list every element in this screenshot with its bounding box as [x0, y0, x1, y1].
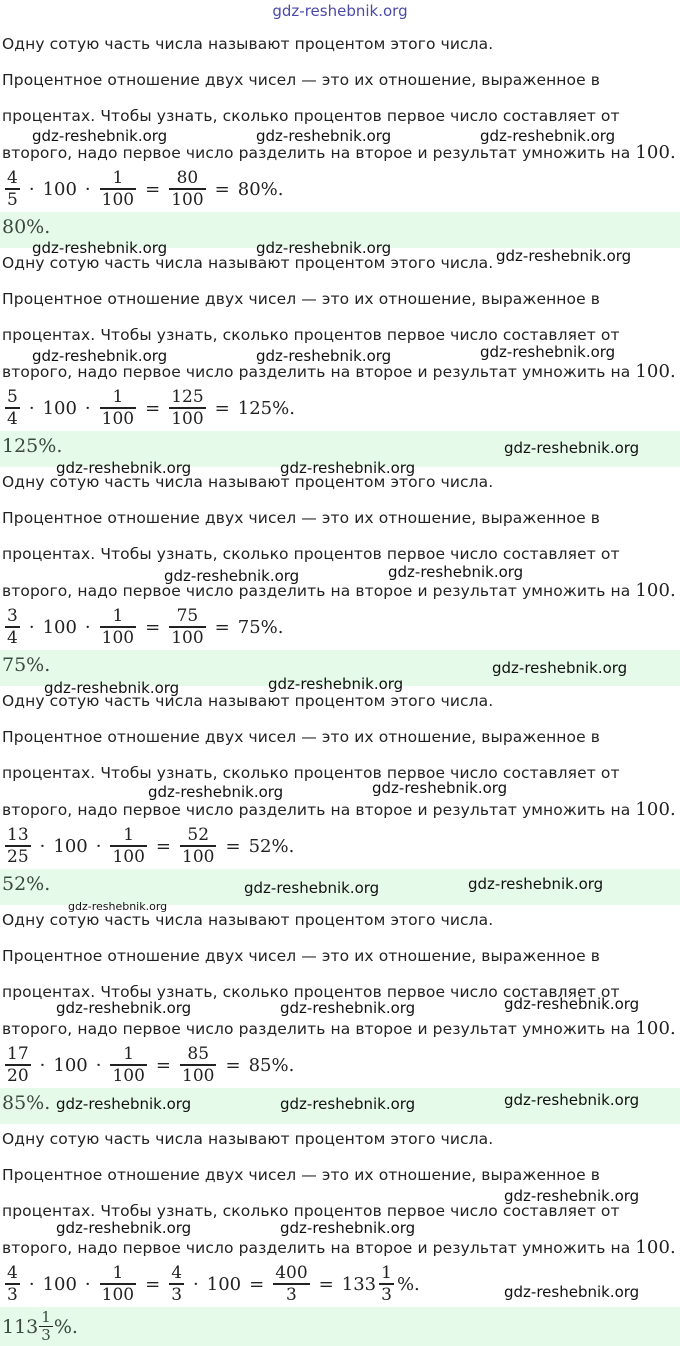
fraction: $\frac{85}{100}$: [182, 1044, 215, 1086]
watermark: gdz-reshebnik.org: [268, 675, 404, 693]
theory-line-2: Процентное отношение двух чисел — это их отношение, выраженное в: [2, 947, 601, 965]
fraction: $\frac{1}{100}$: [101, 387, 135, 429]
theory-line-3: процентах. Чтобы узнать, сколько процентов первое число составляет от: [2, 983, 620, 1001]
formula-result: 80%.: [237, 178, 284, 200]
answer-text: 52%.: [2, 873, 51, 895]
theory-line-4: второго, надо первое число разделить на второе и результат умножить на 100.: [2, 142, 676, 163]
site-watermark-header: gdz-reshebnik.org: [272, 2, 408, 20]
answer-text: 80%.: [2, 216, 51, 238]
formula: $\frac{3}{4}$ · 100 · $\frac{1}{100}$ = $\frac{75}{100}$ = 75%.: [7, 606, 284, 648]
watermark: gdz-reshebnik.org: [280, 459, 416, 477]
formula-result: 125%.: [237, 397, 295, 419]
watermark: gdz-reshebnik.org: [504, 1283, 640, 1301]
watermark: gdz-reshebnik.org: [244, 879, 380, 897]
theory-line-4: второго, надо первое число разделить на второе и результат умножить на 100.: [2, 580, 676, 601]
theory-line-2: Процентное отношение двух чисел — это их отношение, выраженное в: [2, 290, 601, 308]
theory-line-1: Одну сотую часть числа называют процентом этого числа.: [2, 473, 494, 491]
fraction: $\frac{5}{4}$: [7, 387, 18, 429]
formula: $\frac{5}{4}$ · 100 · $\frac{1}{100}$ = $\frac{125}{100}$ = 125%.: [7, 387, 295, 429]
watermark: gdz-reshebnik.org: [56, 1219, 192, 1237]
fraction: $\frac{4}{3}$: [7, 1263, 18, 1305]
watermark: gdz-reshebnik.org: [504, 1187, 640, 1205]
formula-result: 85%.: [248, 1054, 295, 1076]
theory-line-1: Одну сотую часть числа называют процентом этого числа.: [2, 1130, 494, 1148]
watermark: gdz-reshebnik.org: [56, 459, 192, 477]
fraction: $\frac{1}{100}$: [101, 1263, 135, 1305]
theory-line-4: второго, надо первое число разделить на второе и результат умножить на 100.: [2, 1237, 676, 1258]
watermark: gdz-reshebnik.org: [480, 343, 616, 361]
watermark: gdz-reshebnik.org: [480, 127, 616, 145]
fraction: $\frac{52}{100}$: [182, 825, 215, 867]
watermark: gdz-reshebnik.org: [280, 999, 416, 1017]
theory-line-1: Одну сотую часть числа называют процентом этого числа.: [2, 692, 494, 710]
theory-line-2: Процентное отношение двух чисел — это их отношение, выраженное в: [2, 1166, 601, 1184]
answer-text: 75%.: [2, 654, 51, 676]
theory-line-2: Процентное отношение двух чисел — это их отношение, выраженное в: [2, 509, 601, 527]
formula-result: 75%.: [237, 616, 284, 638]
fraction: $\frac{13}{25}$: [7, 825, 29, 867]
answer-text: 125%.: [2, 435, 63, 457]
watermark: gdz-reshebnik.org: [68, 900, 168, 913]
theory-line-3: процентах. Чтобы узнать, сколько процентов первое число составляет от: [2, 107, 620, 125]
watermark: gdz-reshebnik.org: [256, 347, 392, 365]
fraction: $\frac{1}{100}$: [101, 168, 135, 210]
answer-box: [0, 1307, 680, 1346]
fraction: $\frac{1}{100}$: [112, 825, 145, 867]
watermark: gdz-reshebnik.org: [256, 239, 392, 257]
fraction: $\frac{1}{3}$: [381, 1263, 392, 1305]
fraction: $\frac{125}{100}$: [171, 387, 204, 429]
theory-line-4: второго, надо первое число разделить на второе и результат умножить на 100.: [2, 1018, 676, 1039]
fraction: $\frac{400}{3}$: [275, 1263, 308, 1305]
theory-line-3: процентах. Чтобы узнать, сколько процентов первое число составляет от: [2, 1202, 620, 1220]
watermark: gdz-reshebnik.org: [32, 239, 168, 257]
theory-line-3: процентах. Чтобы узнать, сколько процентов первое число составляет от: [2, 545, 620, 563]
fraction: $\frac{75}{100}$: [171, 606, 204, 648]
theory-line-4: второго, надо первое число разделить на второе и результат умножить на 100.: [2, 799, 676, 820]
theory-line-1: Одну сотую часть числа называют процентом этого числа.: [2, 35, 494, 53]
watermark: gdz-reshebnik.org: [504, 995, 640, 1013]
watermark: gdz-reshebnik.org: [164, 567, 300, 585]
watermark: gdz-reshebnik.org: [56, 1095, 192, 1113]
formula: $\frac{4}{3}$ · 100 · $\frac{1}{100}$ = $\frac{4}{3}$ · 100 = $\frac{400}{3}$ = 133 $\frac{1}{3}$ %.: [7, 1263, 420, 1305]
solution-block-6: [0, 1130, 680, 1346]
watermark: gdz-reshebnik.org: [496, 247, 632, 265]
theory-line-3: процентах. Чтобы узнать, сколько процентов первое число составляет от: [2, 764, 620, 782]
watermark: gdz-reshebnik.org: [388, 563, 524, 581]
watermark: gdz-reshebnik.org: [56, 999, 192, 1017]
formula-result: 52%.: [248, 835, 295, 857]
fraction: $\frac{17}{20}$: [7, 1044, 29, 1086]
answer-text: 113 $\frac{1}{3}$ %.: [2, 1308, 78, 1345]
watermark: gdz-reshebnik.org: [32, 127, 168, 145]
theory-line-2: Процентное отношение двух чисел — это их отношение, выраженное в: [2, 728, 601, 746]
watermark: gdz-reshebnik.org: [280, 1095, 416, 1113]
watermark: gdz-reshebnik.org: [32, 347, 168, 365]
theory-line-4: второго, надо первое число разделить на второе и результат умножить на 100.: [2, 361, 676, 382]
watermark: gdz-reshebnik.org: [256, 127, 392, 145]
fraction: $\frac{1}{100}$: [112, 1044, 145, 1086]
formula: $\frac{17}{20}$ · 100 · $\frac{1}{100}$ = $\frac{85}{100}$ = 85%.: [7, 1044, 295, 1086]
watermark: gdz-reshebnik.org: [280, 1219, 416, 1237]
watermark: gdz-reshebnik.org: [372, 779, 508, 797]
answer-text: 85%.: [2, 1092, 51, 1114]
fraction: $\frac{80}{100}$: [171, 168, 204, 210]
theory-line-1: Одну сотую часть числа называют процентом этого числа.: [2, 911, 494, 929]
fraction: $\frac{1}{3}$: [41, 1308, 51, 1345]
watermark: gdz-reshebnik.org: [504, 1091, 640, 1109]
fraction: $\frac{1}{100}$: [101, 606, 135, 648]
theory-line-3: процентах. Чтобы узнать, сколько процентов первое число составляет от: [2, 326, 620, 344]
watermark: gdz-reshebnik.org: [148, 783, 284, 801]
watermark: gdz-reshebnik.org: [492, 659, 628, 677]
formula-result-whole: 133: [341, 1273, 377, 1295]
theory-line-2: Процентное отношение двух чисел — это их отношение, выраженное в: [2, 71, 601, 89]
formula: $\frac{4}{5}$ · 100 · $\frac{1}{100}$ = $\frac{80}{100}$ = 80%.: [7, 168, 284, 210]
fraction: $\frac{4}{3}$: [171, 1263, 183, 1305]
formula: $\frac{13}{25}$ · 100 · $\frac{1}{100}$ = $\frac{52}{100}$ = 52%.: [7, 825, 295, 867]
fraction: $\frac{3}{4}$: [7, 606, 18, 648]
watermark: gdz-reshebnik.org: [468, 875, 604, 893]
watermark: gdz-reshebnik.org: [44, 679, 180, 697]
fraction: $\frac{4}{5}$: [7, 168, 18, 210]
watermark: gdz-reshebnik.org: [504, 439, 640, 457]
theory-line-1: Одну сотую часть числа называют процентом этого числа.: [2, 254, 494, 272]
